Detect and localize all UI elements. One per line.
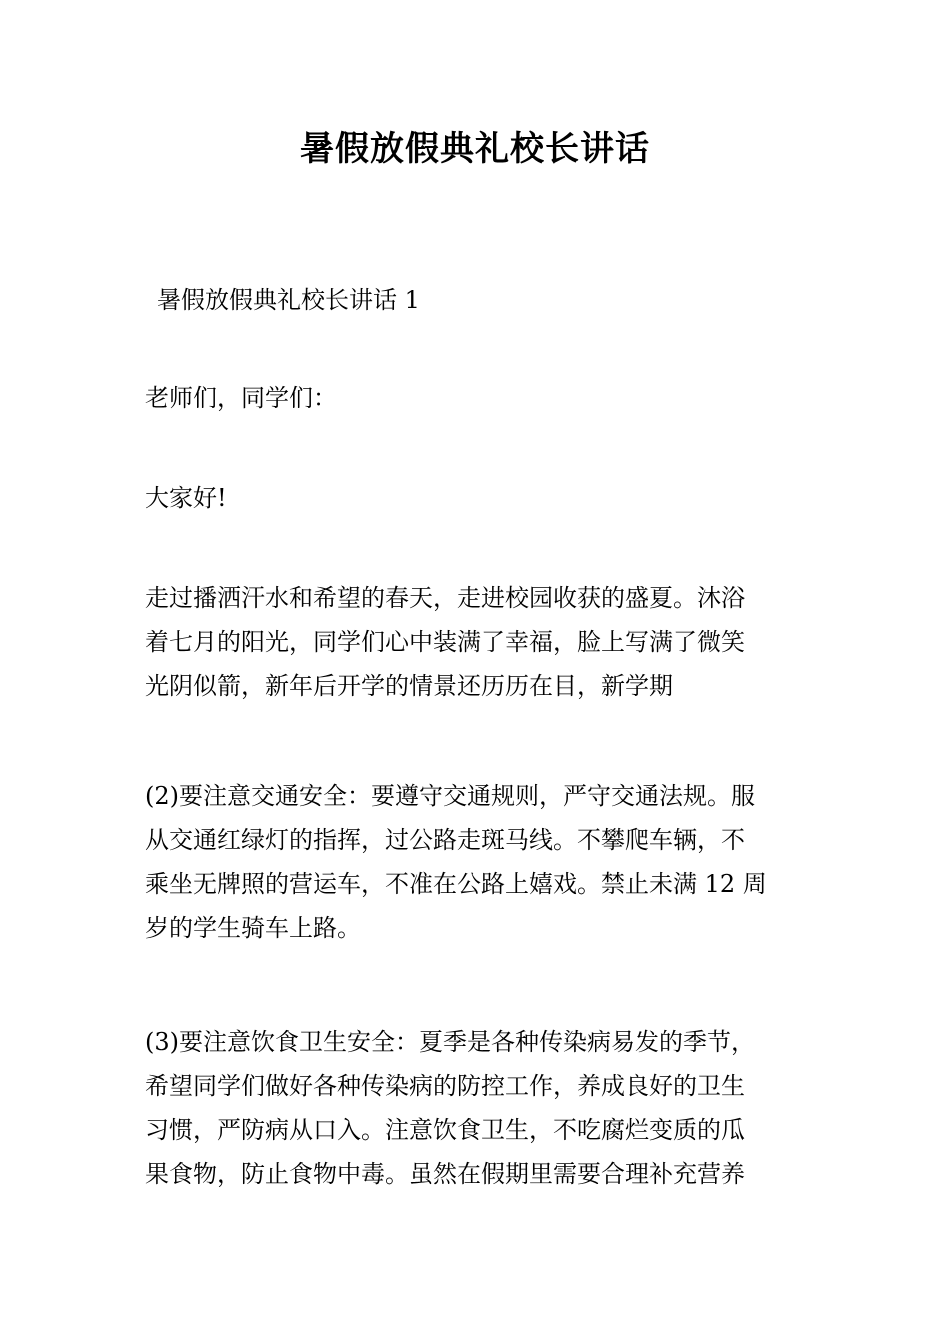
paragraph-line: 乘坐无牌照的营运车，不准在公路上嬉戏。禁止未满 12 周 [145,870,767,898]
paragraph-line: 果食物，防止食物中毒。虽然在假期里需要合理补充营养 [145,1160,745,1188]
paragraph-intro [145,576,810,708]
section-heading: 暑假放假典礼校长讲话 1 [157,286,420,314]
paragraph-food-safety [145,1020,810,1196]
paragraph-line: (2)要注意交通安全：要遵守交通规则，严守交通法规。服 [145,782,755,810]
paragraph-line: 走过播洒汗水和希望的春天，走进校园收获的盛夏。沐浴 [145,584,745,612]
document-title: 暑假放假典礼校长讲话 [300,129,650,169]
greeting-text: 老师们，同学们： [145,384,337,412]
paragraph-line: (3)要注意饮食卫生安全：夏季是各种传染病易发的季节， [145,1028,755,1056]
hello-text: 大家好! [145,484,227,512]
paragraph-line: 从交通红绿灯的指挥，过公路走斑马线。不攀爬车辆，不 [145,826,745,854]
paragraph-line: 习惯，严防病从口入。注意饮食卫生，不吃腐烂变质的瓜 [145,1116,745,1144]
paragraph-line: 光阴似箭，新年后开学的情景还历历在目，新学期 [145,672,673,700]
paragraph-line: 着七月的阳光，同学们心中装满了幸福，脸上写满了微笑 [145,628,745,656]
paragraph-line: 岁的学生骑车上路。 [145,914,361,942]
paragraph-traffic-safety [145,774,810,950]
paragraph-line: 希望同学们做好各种传染病的防控工作，养成良好的卫生 [145,1072,745,1100]
